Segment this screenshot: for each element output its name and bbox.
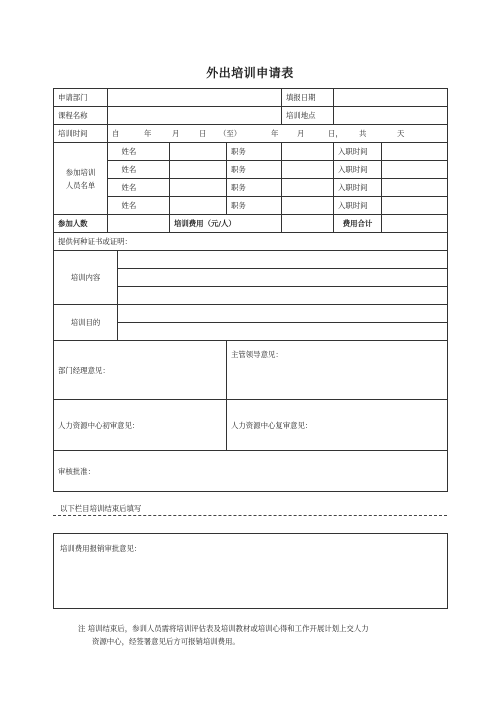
hr-first-opinion[interactable]: 人力资源中心初审意见： [54,400,227,451]
position-label: 职务 [227,197,282,215]
row-course [54,107,448,125]
reimbursement-label: 培训费用报销审批意见： [60,544,142,553]
dashed-divider [53,515,447,516]
content-label: 培训内容 [54,251,118,305]
participant-row [54,197,448,215]
course-field[interactable] [108,107,282,125]
name-field[interactable] [170,143,227,161]
position-field[interactable] [282,197,334,215]
hire-date-label: 入职时间 [334,197,382,215]
supervisor-opinion[interactable]: 主管领导意见： [227,341,448,400]
time-field[interactable] [108,125,448,143]
approval-field[interactable]: 审核批准： [54,451,448,492]
hr-second-opinion[interactable]: 人力资源中心复审意见： [227,400,448,451]
position-label: 职务 [227,143,282,161]
time-label: 培训时间 [54,125,108,143]
fee-label: 培训费用（元/人） [170,215,282,233]
time-year1: 年 [144,129,152,138]
footnote-line1: 注 培训结束后，参训人员需将培训评估表及培训教材或培训心得和工作开展计划上交人力 [78,624,369,633]
fee-field[interactable] [282,215,334,233]
hire-date-field[interactable] [382,197,448,215]
participant-row [54,143,448,161]
after-training-note: 以下栏目培训结束后填写 [60,504,142,513]
application-form-table [53,88,448,492]
participants-label-line2: 人员名单 [65,180,96,190]
content-line[interactable] [118,251,448,269]
time-to: （至） [219,129,242,138]
hire-date-field[interactable] [382,143,448,161]
row-time [54,125,448,143]
row-dept [54,89,448,107]
name-label: 姓名 [118,197,170,215]
date-label: 填报日期 [282,89,334,107]
name-label: 姓名 [118,161,170,179]
position-label: 职务 [227,179,282,197]
name-field[interactable] [170,161,227,179]
row-hr [54,400,448,451]
position-field[interactable] [282,143,334,161]
place-field[interactable] [334,107,448,125]
count-field[interactable] [108,215,170,233]
purpose-label: 培训目的 [54,305,118,341]
time-day2: 日， [328,129,343,138]
name-field[interactable] [170,197,227,215]
row-managers [54,341,448,400]
hire-date-label: 入职时间 [334,161,382,179]
name-field[interactable] [170,179,227,197]
date-field[interactable] [334,89,448,107]
count-label: 参加人数 [54,215,108,233]
row-content [54,251,448,269]
content-line[interactable] [118,269,448,287]
name-label: 姓名 [118,179,170,197]
total-label: 费用合计 [334,215,382,233]
content-line[interactable] [118,287,448,305]
place-label: 培训地点 [282,107,334,125]
hire-date-label: 入职时间 [334,143,382,161]
footnote-line2: 资源中心，经签署意见后方可报销培训费用。 [92,637,240,646]
dept-field[interactable] [108,89,282,107]
hire-date-field[interactable] [382,161,448,179]
time-from: 自 [112,129,120,138]
dept-manager-opinion[interactable]: 部门经理意见： [54,341,227,400]
time-year2: 年 [271,129,279,138]
reimbursement-box[interactable] [53,533,448,609]
position-label: 职务 [227,161,282,179]
row-certificate [54,233,448,251]
form-title: 外出培训申请表 [206,66,294,80]
certificate-field[interactable]: 提供何种证书或证明： [54,233,448,251]
footnote [78,622,448,648]
time-month2: 月 [297,129,305,138]
row-summary [54,215,448,233]
purpose-line[interactable] [118,305,448,323]
position-field[interactable] [282,161,334,179]
hire-date-field[interactable] [382,179,448,197]
total-field[interactable] [382,215,448,233]
row-approval [54,451,448,492]
participant-row [54,161,448,179]
name-label: 姓名 [118,143,170,161]
time-day1: 日 [199,129,207,138]
row-purpose [54,305,448,323]
participant-row [54,179,448,197]
hire-date-label: 入职时间 [334,179,382,197]
course-label: 课程名称 [54,107,108,125]
participants-label-line1: 参加培训 [65,167,96,177]
participants-label [54,143,108,215]
position-field[interactable] [282,179,334,197]
dept-label: 申请部门 [54,89,108,107]
time-days: 天 [397,129,405,138]
time-month1: 月 [172,129,180,138]
purpose-line[interactable] [118,323,448,341]
time-total: 共 [359,129,367,138]
